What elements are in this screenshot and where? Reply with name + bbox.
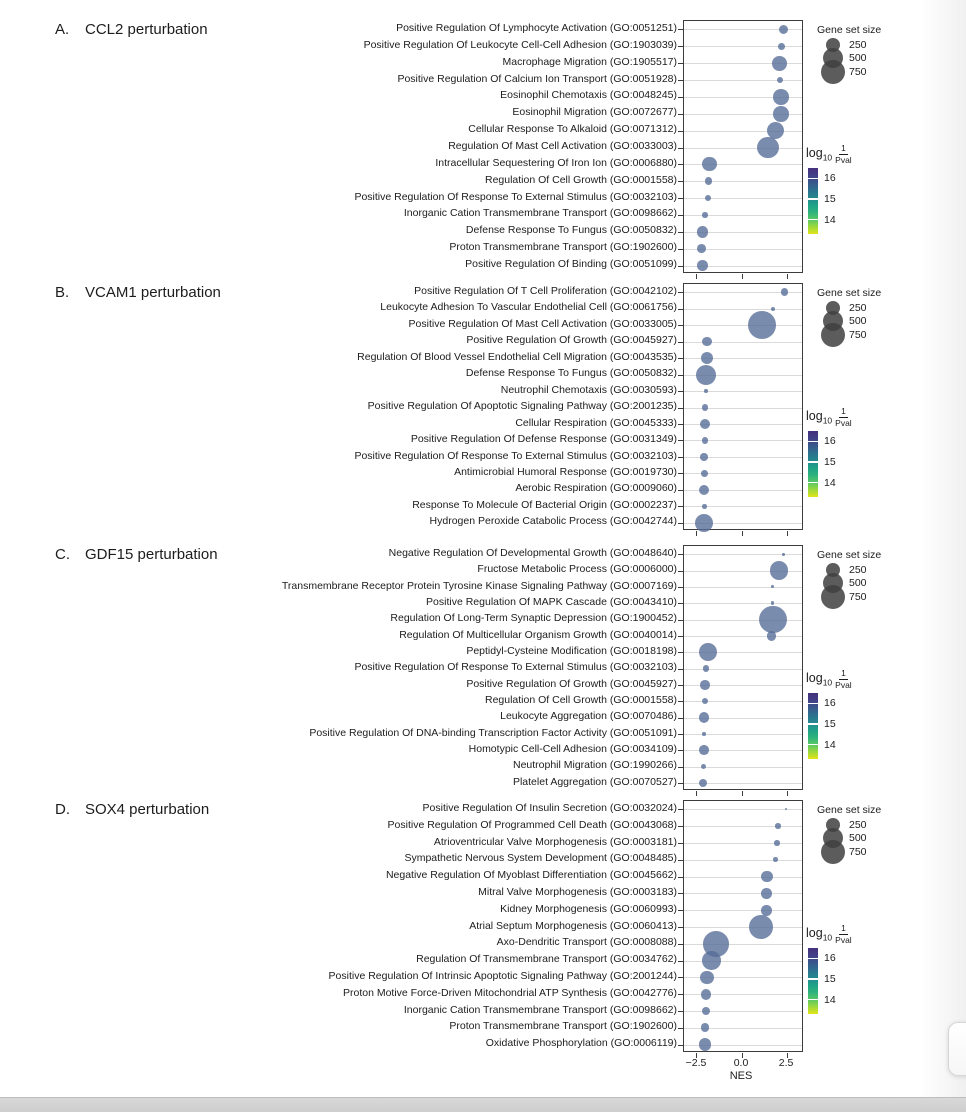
y-axis-tick — [678, 554, 683, 555]
data-point-bubble — [782, 553, 785, 556]
data-point-bubble — [761, 871, 773, 883]
gridline — [684, 893, 802, 894]
y-axis-tick — [678, 391, 683, 392]
y-axis-tick — [678, 506, 683, 507]
data-point-bubble — [748, 311, 776, 339]
go-term-label: Inorganic Cation Transmembrane Transport (GO:0098662) — [403, 207, 677, 220]
y-axis-tick — [678, 408, 683, 409]
size-legend-circle — [821, 60, 846, 85]
go-term-label: Positive Regulation Of Mast Cell Activation (GO:0033005) — [408, 317, 677, 330]
y-axis-tick — [678, 994, 683, 995]
y-axis-tick — [678, 910, 683, 911]
go-term-label: Sympathetic Nervous System Development (GO:0048485) — [404, 852, 677, 865]
color-scale-bar — [808, 431, 818, 497]
data-point-bubble — [772, 56, 787, 71]
pval-fraction: $\frac{1}{\text{Pval}}$ — [835, 668, 852, 690]
size-legend-value: 750 — [849, 65, 867, 78]
y-axis-tick — [678, 181, 683, 182]
data-point-bubble — [700, 419, 710, 429]
size-legend-value: 750 — [849, 590, 867, 603]
color-scale-tick-value: 15 — [824, 192, 836, 205]
y-axis-tick — [678, 669, 683, 670]
page-edge-shading — [920, 0, 966, 1097]
data-point-bubble — [777, 77, 783, 83]
panel-letter: D. — [55, 801, 70, 818]
x-axis-tick — [787, 531, 788, 536]
go-term-label: Defense Response To Fungus (GO:0050832) — [465, 367, 677, 380]
go-term-label: Positive Regulation Of Response To External Stimulus (GO:0032103) — [354, 190, 677, 203]
go-term-label: Axo-Dendritic Transport (GO:0008088) — [496, 936, 677, 949]
color-scale-tickmark — [808, 703, 818, 705]
gridline — [684, 309, 802, 310]
go-term-label: Inorganic Cation Transmembrane Transport (GO:0098662) — [403, 1003, 677, 1016]
data-point-bubble — [770, 561, 789, 580]
go-term-label: Oxidative Phosphorylation (GO:0006119) — [485, 1037, 677, 1050]
term-label-column — [60, 545, 677, 790]
data-point-bubble — [775, 823, 780, 828]
size-legend-value: 500 — [849, 314, 867, 327]
color-scale-tickmark — [808, 482, 818, 484]
go-term-label: Peptidyl-Cysteine Modification (GO:0018198) — [466, 644, 677, 657]
size-legend-circle — [821, 585, 846, 610]
y-axis-tick — [678, 1045, 683, 1046]
y-axis-tick — [678, 232, 683, 233]
data-point-bubble — [697, 226, 709, 238]
go-term-label: Mitral Valve Morphogenesis (GO:0003183) — [478, 885, 677, 898]
y-axis-tick — [678, 490, 683, 491]
go-term-label: Positive Regulation Of MAPK Cascade (GO:0043410) — [426, 595, 677, 608]
x-axis-tick — [742, 791, 743, 796]
y-axis-tick — [678, 977, 683, 978]
y-axis-tick — [678, 309, 683, 310]
data-point-bubble — [701, 1023, 710, 1032]
data-point-bubble — [757, 137, 779, 159]
data-point-bubble — [767, 631, 776, 640]
color-scale-tick-value: 16 — [824, 697, 836, 710]
y-axis-tick — [678, 701, 683, 702]
x-axis-tick — [696, 531, 697, 536]
plot-area — [683, 545, 803, 790]
x-axis-tick — [696, 274, 697, 279]
y-axis-tick — [678, 46, 683, 47]
gridline — [684, 181, 802, 182]
y-axis-tick — [678, 809, 683, 810]
color-scale-tick-value: 16 — [824, 952, 836, 965]
data-point-bubble — [761, 905, 772, 916]
term-label-column — [60, 800, 677, 1052]
color-scale-tick-value: 15 — [824, 717, 836, 730]
size-legend-value: 500 — [849, 51, 867, 64]
y-axis-tick — [678, 148, 683, 149]
size-legend-circle — [821, 323, 846, 348]
color-scale-tickmark — [808, 999, 818, 1001]
gridline — [684, 636, 802, 637]
y-axis-tick — [678, 1028, 683, 1029]
go-term-label: Negative Regulation Of Developmental Growth (GO:0048640) — [388, 547, 677, 559]
go-term-label: Fructose Metabolic Process (GO:0006000) — [477, 563, 677, 576]
color-scale-tickmark — [808, 461, 818, 463]
data-point-bubble — [779, 25, 788, 34]
color-scale-tickmark — [808, 958, 818, 960]
data-point-bubble — [778, 43, 785, 50]
panel-letter: A. — [55, 21, 70, 38]
go-term-label: Intracellular Sequestering Of Iron Ion (GO:0006880) — [435, 156, 677, 169]
go-term-label: Macrophage Migration (GO:1905517) — [502, 55, 677, 68]
y-axis-tick — [678, 80, 683, 81]
y-axis-tick — [678, 1011, 683, 1012]
go-term-label: Positive Regulation Of Response To External Stimulus (GO:0032103) — [354, 449, 677, 462]
data-point-bubble — [700, 971, 714, 985]
y-axis-tick — [678, 292, 683, 293]
data-point-bubble — [699, 643, 717, 661]
go-term-label: Regulation Of Multicellular Organism Growth (GO:0040014) — [399, 628, 677, 641]
color-scale-tick-value: 15 — [824, 972, 836, 985]
gridline — [684, 603, 802, 604]
size-legend-value: 500 — [849, 576, 867, 589]
y-axis-tick — [678, 652, 683, 653]
data-point-bubble — [702, 337, 711, 346]
go-term-label: Platelet Aggregation (GO:0070527) — [512, 775, 677, 788]
size-legend-title: Gene set size — [817, 24, 882, 36]
go-term-label: Positive Regulation Of Apoptotic Signaling Pathway (GO:2001235) — [367, 400, 677, 413]
data-point-bubble — [699, 712, 710, 723]
data-point-bubble — [701, 352, 713, 364]
x-axis-tick — [742, 274, 743, 279]
go-term-label: Eosinophil Chemotaxis (GO:0048245) — [500, 89, 677, 102]
size-legend-value: 250 — [849, 301, 867, 314]
go-term-label: Positive Regulation Of Lymphocyte Activation (GO:0051251) — [396, 22, 677, 34]
go-term-label: Positive Regulation Of Binding (GO:0051099) — [465, 258, 677, 271]
plot-area — [683, 800, 803, 1052]
go-term-label: Negative Regulation Of Myoblast Differentiation (GO:0045662) — [385, 869, 677, 882]
gridline — [684, 587, 802, 588]
size-legend-value: 250 — [849, 563, 867, 576]
x-axis-tick — [787, 791, 788, 796]
color-scale-tick-value: 14 — [824, 993, 836, 1006]
data-point-bubble — [699, 485, 709, 495]
y-axis-tick — [678, 249, 683, 250]
y-axis-tick — [678, 860, 683, 861]
y-axis-tick — [678, 29, 683, 30]
size-legend-value: 750 — [849, 328, 867, 341]
go-term-label: Positive Regulation Of DNA-binding Transcription Factor Activity (GO:0051091) — [309, 726, 677, 739]
data-point-bubble — [702, 437, 709, 444]
x-axis-tick — [787, 274, 788, 279]
log-label: $\log_{10}$ — [806, 925, 833, 943]
y-axis-tick — [678, 457, 683, 458]
color-scale-bar — [808, 168, 818, 234]
y-axis-tick — [678, 718, 683, 719]
y-axis-tick — [678, 961, 683, 962]
color-scale-tick-value: 16 — [824, 172, 836, 185]
gridline — [684, 843, 802, 844]
y-axis-tick — [678, 358, 683, 359]
go-term-label: Response To Molecule Of Bacterial Origin (GO:0002237) — [412, 498, 677, 511]
go-term-label: Cellular Respiration (GO:0045333) — [515, 416, 677, 429]
data-point-bubble — [781, 288, 789, 296]
data-point-bubble — [701, 470, 708, 477]
size-legend-title: Gene set size — [817, 804, 882, 816]
go-term-label: Positive Regulation Of Leukocyte Cell-Cell Adhesion (GO:1903039) — [363, 38, 677, 51]
size-legend-value: 250 — [849, 38, 867, 51]
color-scale-tick-value: 16 — [824, 435, 836, 448]
log-label: $\log_{10}$ — [806, 670, 833, 688]
size-legend-title: Gene set size — [817, 549, 882, 561]
size-legend-value: 750 — [849, 845, 867, 858]
y-axis-tick — [678, 63, 683, 64]
go-term-label: Regulation Of Mast Cell Activation (GO:0033003) — [448, 140, 677, 153]
x-axis-tick — [742, 531, 743, 536]
color-legend-title — [806, 669, 852, 689]
y-axis-tick — [678, 685, 683, 686]
panel-letter: C. — [55, 546, 70, 563]
data-point-bubble — [701, 989, 712, 1000]
data-point-bubble — [701, 764, 706, 769]
gridline — [684, 860, 802, 861]
y-axis-tick — [678, 783, 683, 784]
pval-fraction: $\frac{1}{\text{Pval}}$ — [835, 143, 852, 165]
color-scale-tick-value: 15 — [824, 455, 836, 468]
y-axis-tick — [678, 767, 683, 768]
y-axis-tick — [678, 473, 683, 474]
go-term-label: Positive Regulation Of Insulin Secretion (GO:0032024) — [422, 802, 677, 814]
color-scale-tick-value: 14 — [824, 476, 836, 489]
x-axis-tick-label: 2.5 — [778, 1057, 794, 1069]
term-label-column — [60, 283, 677, 530]
y-axis-tick — [678, 198, 683, 199]
gridline — [684, 80, 802, 81]
size-legend-value: 500 — [849, 831, 867, 844]
gridline — [684, 148, 802, 149]
gridline — [684, 927, 802, 928]
y-axis-tick — [678, 927, 683, 928]
data-point-bubble — [759, 606, 787, 634]
y-axis-tick — [678, 375, 683, 376]
y-axis-tick — [678, 164, 683, 165]
color-scale-tickmark — [808, 978, 818, 980]
color-scale-tickmark — [808, 723, 818, 725]
y-axis-tick — [678, 944, 683, 945]
go-term-label: Atrioventricular Valve Morphogenesis (GO:0003181) — [433, 835, 677, 848]
y-axis-tick — [678, 750, 683, 751]
data-point-bubble — [702, 157, 716, 171]
go-term-label: Positive Regulation Of Growth (GO:0045927) — [466, 677, 677, 690]
y-axis-tick — [678, 603, 683, 604]
go-term-label: Positive Regulation Of Defense Response (GO:0031349) — [410, 433, 677, 446]
y-axis-tick — [678, 424, 683, 425]
gridline — [684, 391, 802, 392]
go-term-label: Hydrogen Peroxide Catabolic Process (GO:0042744) — [429, 515, 677, 528]
go-term-label: Eosinophil Migration (GO:0072677) — [512, 106, 677, 119]
go-term-label: Positive Regulation Of Calcium Ion Transport (GO:0051928) — [397, 72, 677, 85]
go-term-label: Kidney Morphogenesis (GO:0060993) — [500, 902, 677, 915]
gridline — [684, 910, 802, 911]
data-point-bubble — [703, 665, 710, 672]
panel-title-text: SOX4 perturbation — [85, 801, 210, 818]
x-axis-tick-label: 0.0 — [733, 1057, 749, 1069]
go-term-label: Proton Transmembrane Transport (GO:1902600) — [449, 1020, 677, 1033]
panel-title-text: VCAM1 perturbation — [85, 284, 221, 301]
go-term-label: Regulation Of Transmembrane Transport (GO:0034762) — [416, 953, 677, 966]
color-scale-tickmark — [808, 441, 818, 443]
go-term-label: Regulation Of Cell Growth (GO:0001558) — [484, 693, 677, 706]
data-point-bubble — [702, 732, 705, 735]
color-scale-tickmark — [808, 744, 818, 746]
data-point-bubble — [702, 404, 709, 411]
data-point-bubble — [700, 453, 708, 461]
color-scale-tick-value: 14 — [824, 213, 836, 226]
color-legend-title — [806, 407, 852, 427]
gridline — [684, 325, 802, 326]
log-label: $\log_{10}$ — [806, 408, 833, 426]
go-term-label: Transmembrane Receptor Protein Tyrosine Kinase Signaling Pathway (GO:0007169) — [281, 579, 677, 592]
y-axis-tick — [678, 97, 683, 98]
gridline — [684, 131, 802, 132]
color-scale-tickmark — [808, 178, 818, 180]
go-term-label: Defense Response To Fungus (GO:0050832) — [465, 224, 677, 237]
data-point-bubble — [702, 951, 721, 970]
go-term-label: Regulation Of Blood Vessel Endothelial Cell Migration (GO:0043535) — [357, 350, 677, 363]
y-axis-tick — [678, 587, 683, 588]
bottom-scrollbar-track[interactable] — [0, 1097, 966, 1112]
go-term-label: Leukocyte Aggregation (GO:0070486) — [500, 710, 677, 723]
color-scale-tick-value: 14 — [824, 738, 836, 751]
gridline — [684, 826, 802, 827]
color-scale-bar — [808, 948, 818, 1014]
go-term-label: Cellular Response To Alkaloid (GO:0071312) — [468, 123, 677, 136]
y-axis-tick — [678, 620, 683, 621]
data-point-bubble — [697, 260, 708, 271]
y-axis-tick — [678, 571, 683, 572]
go-term-label: Antimicrobial Humoral Response (GO:0019730) — [454, 465, 677, 478]
go-term-label: Aerobic Respiration (GO:0009060) — [515, 482, 677, 495]
go-term-label: Positive Regulation Of T Cell Proliferation (GO:0042102) — [414, 285, 677, 297]
y-axis-tick — [678, 843, 683, 844]
go-term-label: Atrial Septum Morphogenesis (GO:0060413) — [469, 919, 677, 932]
go-term-label: Regulation Of Cell Growth (GO:0001558) — [484, 173, 677, 186]
y-axis-tick — [678, 734, 683, 735]
data-point-bubble — [695, 514, 713, 532]
y-axis-tick — [678, 131, 683, 132]
plot-area — [683, 20, 803, 273]
go-term-label: Proton Motive Force-Driven Mitochondrial ATP Synthesis (GO:0042776) — [342, 986, 677, 999]
data-point-bubble — [696, 365, 716, 385]
data-point-bubble — [771, 307, 775, 311]
data-point-bubble — [699, 1038, 712, 1051]
data-point-bubble — [773, 106, 789, 122]
color-scale-bar — [808, 693, 818, 759]
go-term-label: Positive Regulation Of Growth (GO:0045927) — [466, 334, 677, 347]
data-point-bubble — [773, 857, 778, 862]
go-term-label: Neutrophil Chemotaxis (GO:0030593) — [500, 383, 677, 396]
y-axis-tick — [678, 636, 683, 637]
data-point-bubble — [699, 779, 707, 787]
data-point-bubble — [702, 698, 708, 704]
y-axis-tick — [678, 215, 683, 216]
color-scale-tickmark — [808, 219, 818, 221]
gridline — [684, 877, 802, 878]
data-point-bubble — [773, 89, 789, 105]
go-term-label: Homotypic Cell-Cell Adhesion (GO:0034109) — [468, 742, 677, 755]
go-term-label: Positive Regulation Of Response To External Stimulus (GO:0032103) — [354, 661, 677, 674]
data-point-bubble — [761, 888, 772, 899]
go-term-label: Positive Regulation Of Programmed Cell Death (GO:0043068) — [387, 818, 677, 831]
gridline — [684, 669, 802, 670]
floating-button[interactable] — [948, 1022, 966, 1076]
data-point-bubble — [697, 244, 706, 253]
color-legend-title — [806, 924, 852, 944]
x-axis-tick — [696, 791, 697, 796]
data-point-bubble — [699, 745, 708, 754]
pval-fraction: $\frac{1}{\text{Pval}}$ — [835, 406, 852, 428]
go-term-label: Neutrophil Migration (GO:1990266) — [512, 759, 677, 772]
y-axis-tick — [678, 523, 683, 524]
go-term-label: Positive Regulation Of Intrinsic Apoptotic Signaling Pathway (GO:2001244) — [328, 969, 677, 982]
plot-area — [683, 283, 803, 530]
data-point-bubble — [700, 680, 709, 689]
data-point-bubble — [771, 601, 774, 604]
data-point-bubble — [702, 212, 707, 217]
go-term-label: Regulation Of Long-Term Synaptic Depression (GO:1900452) — [390, 612, 677, 625]
size-legend-title: Gene set size — [817, 287, 882, 299]
size-legend-circle — [821, 840, 846, 865]
y-axis-tick — [678, 325, 683, 326]
log-label: $\log_{10}$ — [806, 145, 833, 163]
data-point-bubble — [704, 389, 707, 392]
data-point-bubble — [705, 195, 711, 201]
gridline — [684, 944, 802, 945]
y-axis-tick — [678, 266, 683, 267]
term-label-column — [60, 20, 677, 273]
data-point-bubble — [749, 915, 773, 939]
y-axis-tick — [678, 826, 683, 827]
go-term-label: Leukocyte Adhesion To Vascular Endothelial Cell (GO:0061756) — [380, 301, 677, 314]
x-axis-title: NES — [729, 1070, 753, 1082]
pval-fraction: $\frac{1}{\text{Pval}}$ — [835, 923, 852, 945]
color-legend-title — [806, 144, 852, 164]
go-term-label: Proton Transmembrane Transport (GO:1902600) — [449, 241, 677, 254]
data-point-bubble — [702, 1007, 710, 1015]
x-axis-tick-label: −2.5 — [685, 1057, 707, 1069]
panel-title-text: GDF15 perturbation — [85, 546, 218, 563]
y-axis-tick — [678, 114, 683, 115]
panel-letter: B. — [55, 284, 70, 301]
y-axis-tick — [678, 342, 683, 343]
data-point-bubble — [702, 504, 707, 509]
data-point-bubble — [774, 840, 779, 845]
panel-title-text: CCL2 perturbation — [85, 21, 208, 38]
gridline — [684, 198, 802, 199]
color-scale-tickmark — [808, 198, 818, 200]
y-axis-tick — [678, 893, 683, 894]
data-point-bubble — [705, 177, 713, 185]
size-legend-value: 250 — [849, 818, 867, 831]
y-axis-tick — [678, 440, 683, 441]
y-axis-tick — [678, 877, 683, 878]
